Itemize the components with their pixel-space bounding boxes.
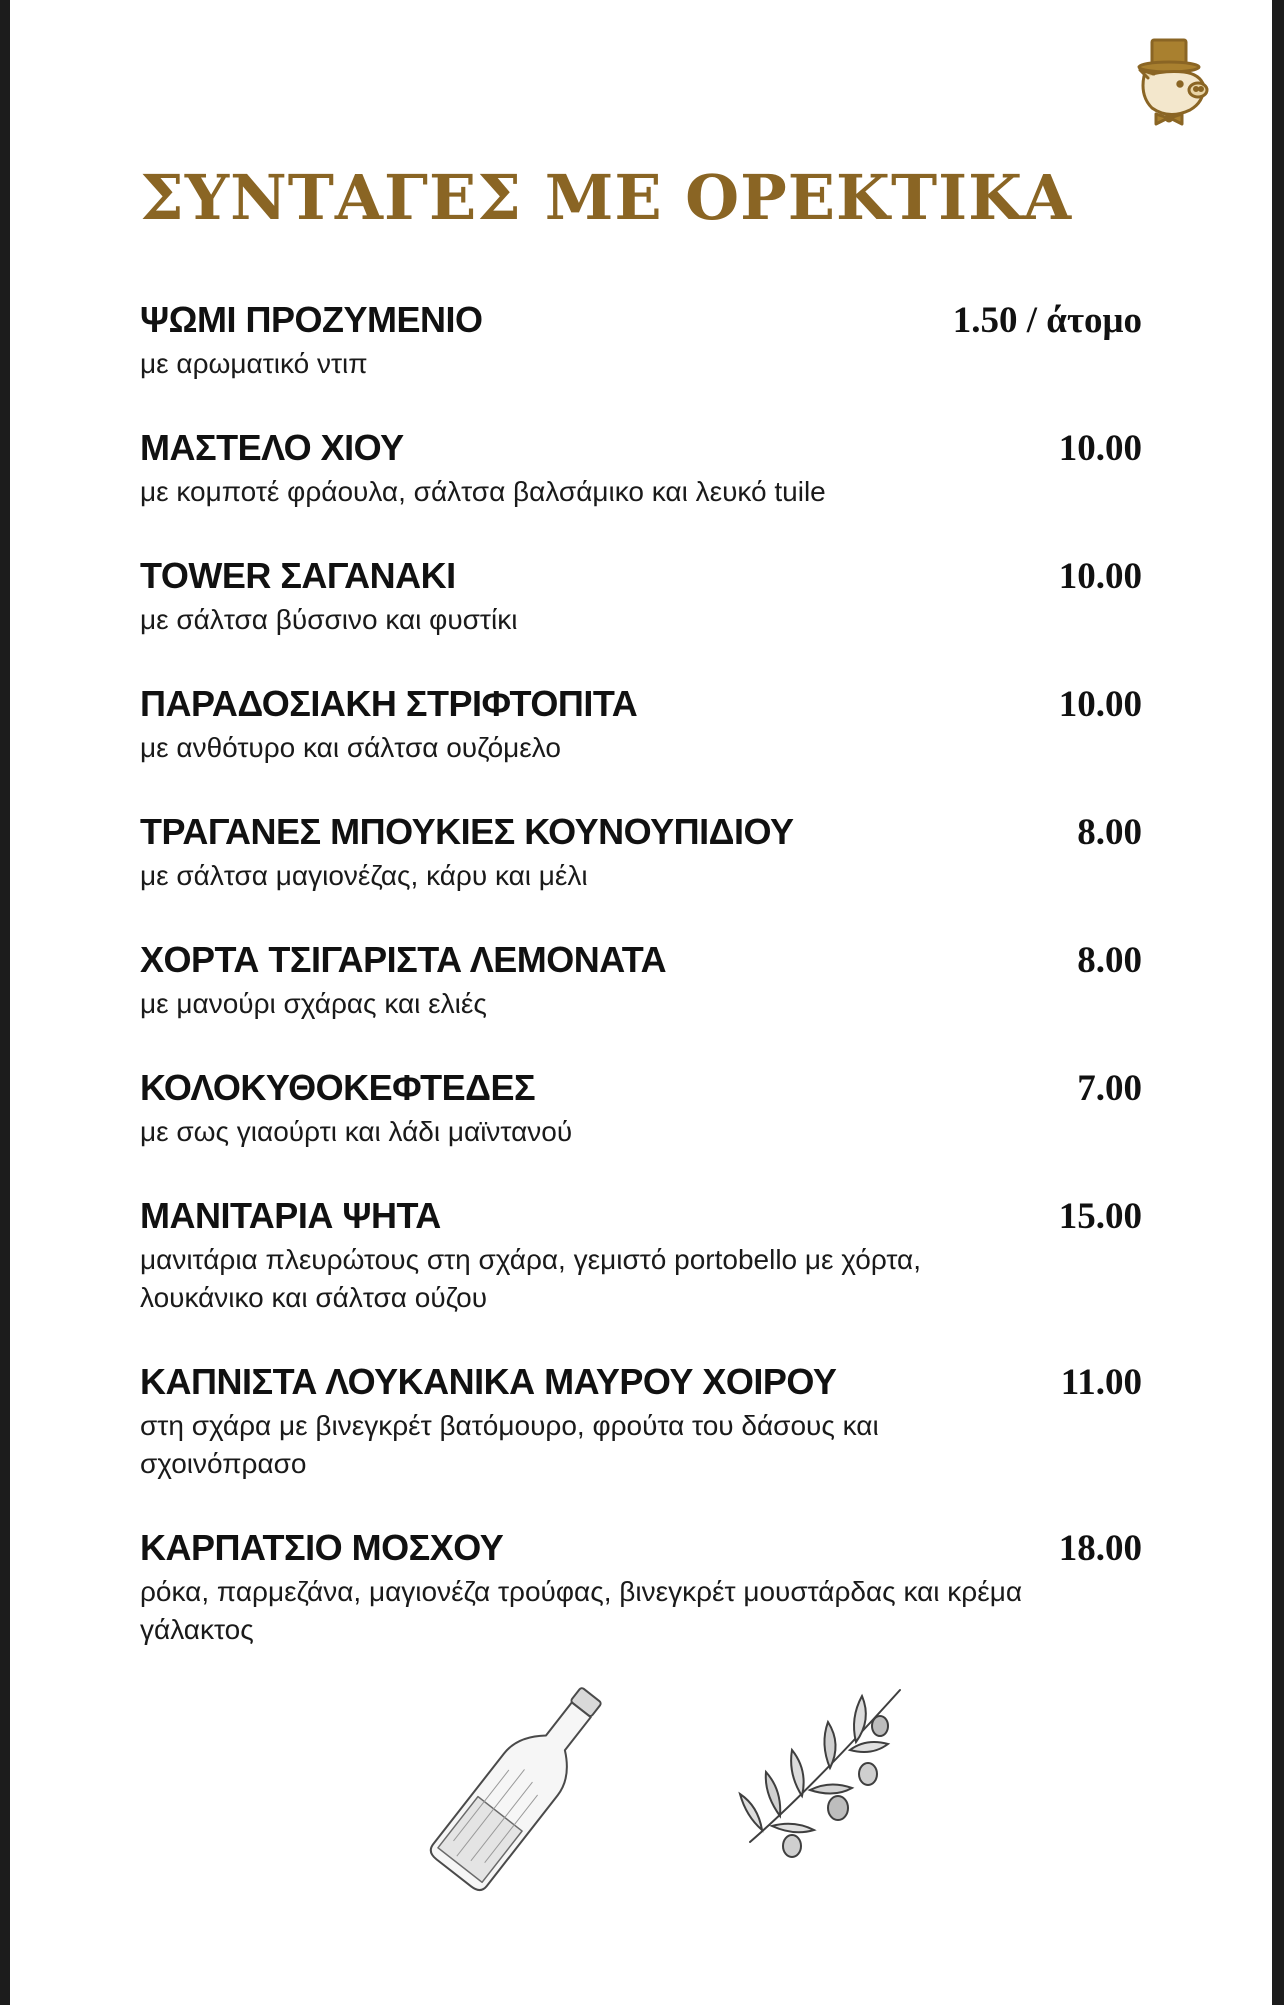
olive-branch-icon bbox=[740, 1690, 900, 1857]
menu-item-name: ΜΑΝΙΤΑΡΙΑ ΨΗΤΑ bbox=[140, 1195, 441, 1236]
menu-item-name: ΚΟΛΟΚΥΘΟΚΕΦΤΕΔΕΣ bbox=[140, 1067, 536, 1108]
menu-item-price: 1.50 / άτομο bbox=[952, 300, 1142, 341]
menu-item-name: ΠΑΡΑΔΟΣΙΑΚΗ ΣΤΡΙΦΤΟΠΙΤΑ bbox=[140, 683, 638, 724]
menu-item-description: με σάλτσα βύσσινο και φυστίκι bbox=[140, 604, 518, 635]
menu-item-description: ρόκα, παρμεζάνα, μαγιονέζα τρούφας, βινεγκρέτ μουστάρδας και κρέμα γάλακτος bbox=[140, 1576, 1023, 1645]
menu-item-price: 7.00 bbox=[1077, 1068, 1142, 1109]
page-title: ΣΥΝΤΑΓΕΣ ΜΕ ΟΡΕΚΤΙΚΑ bbox=[140, 161, 1073, 234]
menu-item-price: 11.00 bbox=[1060, 1362, 1142, 1403]
menu-list bbox=[140, 295, 1142, 1689]
menu-item-price: 8.00 bbox=[1077, 940, 1142, 981]
menu-item-name: ΚΑΡΠΑΤΣΙΟ ΜΟΣΧΟΥ bbox=[140, 1527, 504, 1568]
menu-item-price: 10.00 bbox=[1058, 556, 1142, 597]
menu-item bbox=[140, 1523, 1142, 1649]
menu-item-description: με σως γιαούρτι και λάδι μαϊντανού bbox=[140, 1116, 573, 1147]
olive-oil-bottle-icon bbox=[427, 1675, 619, 1894]
page-edge-left bbox=[0, 0, 10, 2005]
menu-item-name: TOWER ΣΑΓΑΝΑΚΙ bbox=[140, 555, 456, 596]
menu-item bbox=[140, 551, 1142, 639]
menu-item-price: 8.00 bbox=[1077, 812, 1142, 853]
menu-item bbox=[140, 1191, 1142, 1317]
menu-item bbox=[140, 679, 1142, 767]
menu-item bbox=[140, 935, 1142, 1023]
menu-item-name: ΤΡΑΓΑΝΕΣ ΜΠΟΥΚΙΕΣ ΚΟΥΝΟΥΠΙΔΙΟΥ bbox=[140, 811, 794, 852]
menu-item bbox=[140, 1357, 1142, 1483]
menu-item-name: ΜΑΣΤΕΛΟ ΧΙΟΥ bbox=[140, 427, 404, 468]
menu-item-name: ΧΟΡΤΑ ΤΣΙΓΑΡΙΣΤΑ ΛΕΜΟΝΑΤΑ bbox=[140, 939, 667, 980]
menu-item-description: με ανθότυρο και σάλτσα ουζόμελο bbox=[140, 732, 561, 763]
menu-item-description: μανιτάρια πλευρώτους στη σχάρα, γεμιστό portobello με χόρτα, λουκάνικο και σάλτσα ούζου bbox=[140, 1244, 921, 1313]
pig-top-hat-logo-icon bbox=[1134, 36, 1214, 128]
menu-item-price: 15.00 bbox=[1058, 1196, 1142, 1237]
menu-item-name: ΨΩΜΙ ΠΡΟΖΥΜΕΝΙΟ bbox=[140, 299, 483, 340]
menu-item-price: 10.00 bbox=[1058, 428, 1142, 469]
menu-item-price: 10.00 bbox=[1058, 684, 1142, 725]
footer-illustration bbox=[410, 1670, 930, 1900]
page-edge-right bbox=[1272, 0, 1284, 2005]
menu-item-description: με μανούρι σχάρας και ελιές bbox=[140, 988, 487, 1019]
menu-item-name: ΚΑΠΝΙΣΤΑ ΛΟΥΚΑΝΙΚΑ ΜΑΥΡΟΥ ΧΟΙΡΟΥ bbox=[140, 1361, 837, 1402]
menu-item bbox=[140, 1063, 1142, 1151]
menu-item bbox=[140, 295, 1142, 383]
menu-item-description: με σάλτσα μαγιονέζας, κάρυ και μέλι bbox=[140, 860, 588, 891]
menu-item-price: 18.00 bbox=[1058, 1528, 1142, 1569]
menu-item bbox=[140, 807, 1142, 895]
menu-item-description: με κομποτέ φράουλα, σάλτσα βαλσάμικο και λευκό tuile bbox=[140, 476, 826, 507]
menu-item-description: με αρωματικό ντιπ bbox=[140, 348, 368, 379]
menu-item bbox=[140, 423, 1142, 511]
menu-item-description: στη σχάρα με βινεγκρέτ βατόμουρο, φρούτα του δάσους και σχοινόπρασο bbox=[140, 1410, 879, 1479]
